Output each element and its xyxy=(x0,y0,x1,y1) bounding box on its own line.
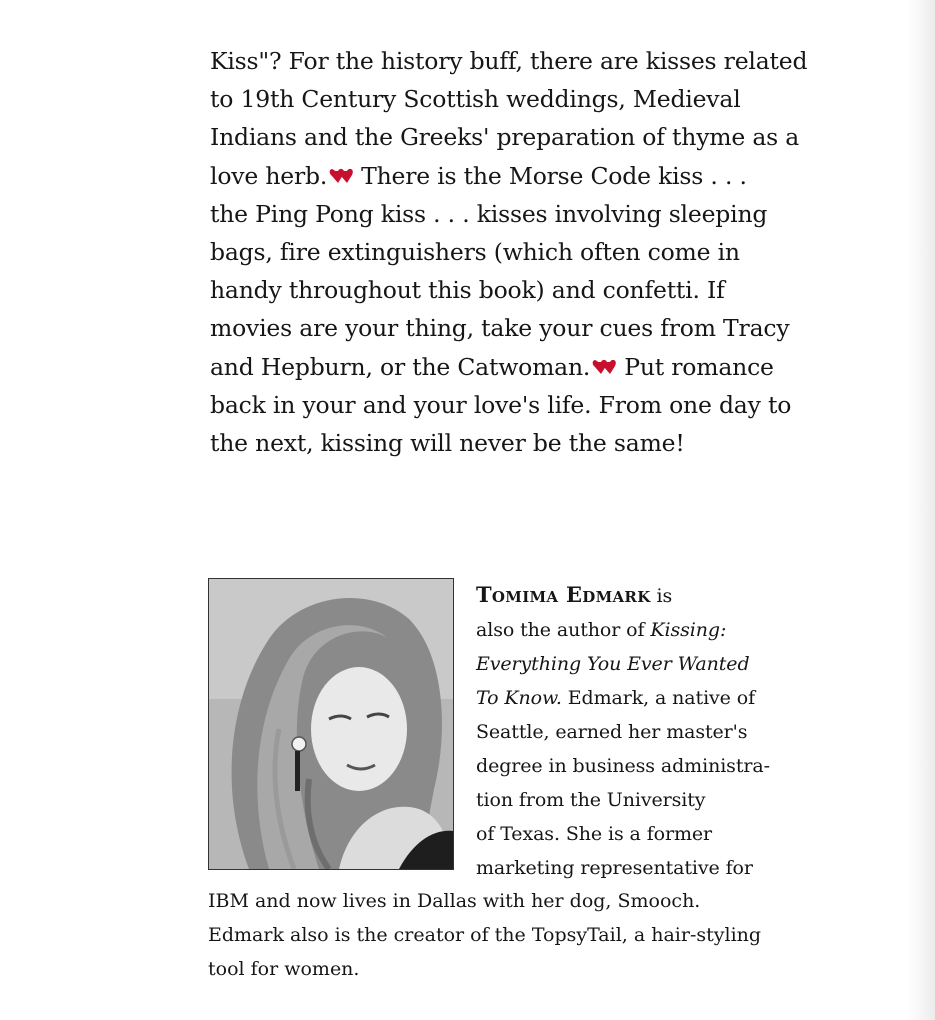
blurb-line xyxy=(210,348,774,386)
author-photo xyxy=(208,578,454,870)
bio-text: also the author of xyxy=(476,619,645,641)
bio-line: Seattle, earned her master's xyxy=(476,721,748,743)
blurb-line: Indians and the Greeks' preparation of thyme as a xyxy=(210,123,800,152)
bio-text: is xyxy=(656,585,673,607)
blurb-line: bags, fire extinguishers (which often come in xyxy=(210,238,740,267)
blurb-line xyxy=(210,157,770,195)
blurb-line: the Ping Pong kiss . . . kisses involving sleeping xyxy=(210,199,768,228)
author-name: Tomima Edmark xyxy=(476,582,651,607)
blurb-line: back in your and your love's life. From one day to xyxy=(210,390,792,419)
bio-line xyxy=(476,647,776,681)
blurb-line: to 19th Century Scottish weddings, Medieval xyxy=(210,85,741,114)
bio-line: degree in business administra- xyxy=(476,755,770,777)
bio-text-column xyxy=(476,578,776,885)
double-heart-icon xyxy=(592,357,620,377)
book-title: Everything You Ever Wanted xyxy=(476,653,750,675)
bio-line: tion from the University xyxy=(476,789,706,811)
blurb-line: the next, kissing will never be the same! xyxy=(210,429,685,458)
bio-line xyxy=(476,578,776,613)
bio-line: Edmark also is the creator of the TopsyTail, a hair-styling xyxy=(208,924,762,946)
blurb-text: and Hepburn, or the Catwoman. xyxy=(210,352,591,381)
book-title: Kissing: xyxy=(650,619,727,641)
bio-line xyxy=(476,613,776,647)
bio-line: tool for women. xyxy=(208,958,360,980)
bio-text: Edmark, a native of xyxy=(567,687,756,709)
blurb-line: movies are your thing, take your cues from Tracy xyxy=(210,314,790,343)
bio-line: IBM and now lives in Dallas with her dog, Smooch. xyxy=(208,890,701,912)
bio-line: marketing representative for xyxy=(476,857,753,879)
page-edge xyxy=(907,0,935,1020)
blurb-text: love herb. xyxy=(210,161,328,190)
bio-line xyxy=(476,681,776,715)
bio-text-full-width xyxy=(208,884,768,986)
double-heart-icon xyxy=(329,166,357,186)
blurb-line: Kiss"? For the history buff, there are kisses related xyxy=(210,47,808,75)
book-title: To Know. xyxy=(476,687,562,709)
blurb-text: Put romance xyxy=(624,352,774,381)
blurb-line: handy throughout this book) and confetti. If xyxy=(210,276,725,305)
book-blurb xyxy=(210,42,808,462)
bio-line: of Texas. She is a former xyxy=(476,823,712,845)
blurb-text: There is the Morse Code kiss . . . xyxy=(361,161,747,190)
